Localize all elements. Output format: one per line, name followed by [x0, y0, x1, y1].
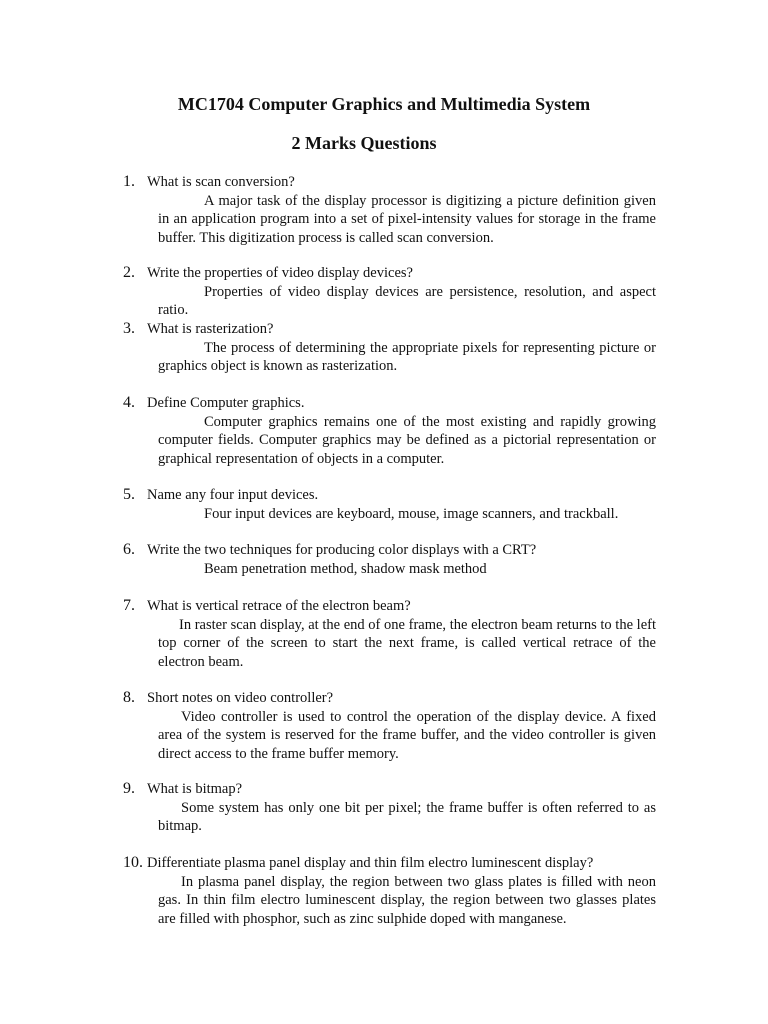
question-number: 8.	[123, 689, 135, 706]
question-item	[123, 394, 668, 468]
question-number: 3.	[123, 320, 135, 337]
question-number: 2.	[123, 264, 135, 281]
answer-text: Properties of video display devices are persistence, resolution, and aspect ratio.	[158, 284, 656, 319]
question-number: 5.	[123, 486, 135, 503]
question-item	[123, 173, 668, 247]
answer-text: Beam penetration method, shadow mask method	[204, 561, 487, 577]
question-heading	[123, 264, 668, 283]
question-heading	[123, 320, 668, 339]
question-heading	[123, 394, 668, 413]
question-heading	[123, 173, 668, 192]
question-heading	[123, 597, 668, 616]
question-number: 7.	[123, 597, 135, 614]
answer-text: Four input devices are keyboard, mouse, image scanners, and trackball.	[204, 506, 619, 522]
document-title: MC1704 Computer Graphics and Multimedia System	[177, 94, 591, 114]
question-heading	[123, 486, 668, 505]
answer-text: Computer graphics remains one of the most existing and rapidly growing computer fields. Computer graphics may be defined as a pictorial representation or graphical representation of objects in a computer.	[158, 414, 656, 467]
question-item	[123, 541, 668, 578]
question-text: What is rasterization?	[147, 321, 274, 337]
question-text: What is scan conversion?	[147, 174, 295, 190]
question-text: Define Computer graphics.	[147, 395, 305, 411]
question-item	[123, 320, 668, 376]
question-item	[123, 780, 668, 836]
question-number: 6.	[123, 541, 135, 558]
question-heading	[123, 854, 668, 873]
answer-text: A major task of the display processor is digitizing a picture definition given in an application program into a set of pixel-intensity values for storage in the frame buffer. This digitization process is called scan conversion.	[158, 193, 656, 246]
question-text: What is vertical retrace of the electron beam?	[147, 598, 411, 614]
question-text: What is bitmap?	[147, 781, 243, 797]
question-number: 1.	[123, 173, 135, 190]
question-text: Write the two techniques for producing color displays with a CRT?	[147, 542, 537, 558]
question-text: Name any four input devices.	[147, 487, 319, 503]
question-item	[123, 689, 668, 763]
question-item	[123, 486, 668, 523]
question-item	[123, 264, 668, 320]
answer-text: In raster scan display, at the end of one frame, the electron beam returns to the left top corner of the screen to start the next frame, is called vertical retrace of the electron beam.	[158, 617, 656, 670]
question-number: 4.	[123, 394, 135, 411]
question-number: 10.	[123, 854, 143, 871]
answer-text: Some system has only one bit per pixel; the frame buffer is often referred to as bitmap.	[158, 800, 656, 835]
question-text: Write the properties of video display devices?	[147, 265, 413, 281]
question-item	[123, 597, 668, 671]
document-subtitle: 2 Marks Questions	[291, 133, 437, 153]
question-heading	[123, 780, 668, 799]
question-item	[123, 854, 668, 928]
answer-text: Video controller is used to control the operation of the display device. A fixed area of the system is reserved for the frame buffer, and the video controller is given direct access to the frame buffer memory.	[158, 709, 656, 762]
answer-text: The process of determining the appropriate pixels for representing picture or graphics object is known as rasterization.	[158, 340, 656, 375]
question-heading	[123, 541, 668, 560]
question-number: 9.	[123, 780, 135, 797]
question-heading	[123, 689, 668, 708]
question-text: Short notes on video controller?	[147, 690, 334, 706]
answer-text: In plasma panel display, the region between two glass plates is filled with neon gas. In thin film electro luminescent display, the region between two glasses plates are filled with phosphor, such as zinc sulphide doped with manganese.	[158, 874, 656, 927]
question-text: Differentiate plasma panel display and thin film electro luminescent display?	[147, 855, 594, 871]
